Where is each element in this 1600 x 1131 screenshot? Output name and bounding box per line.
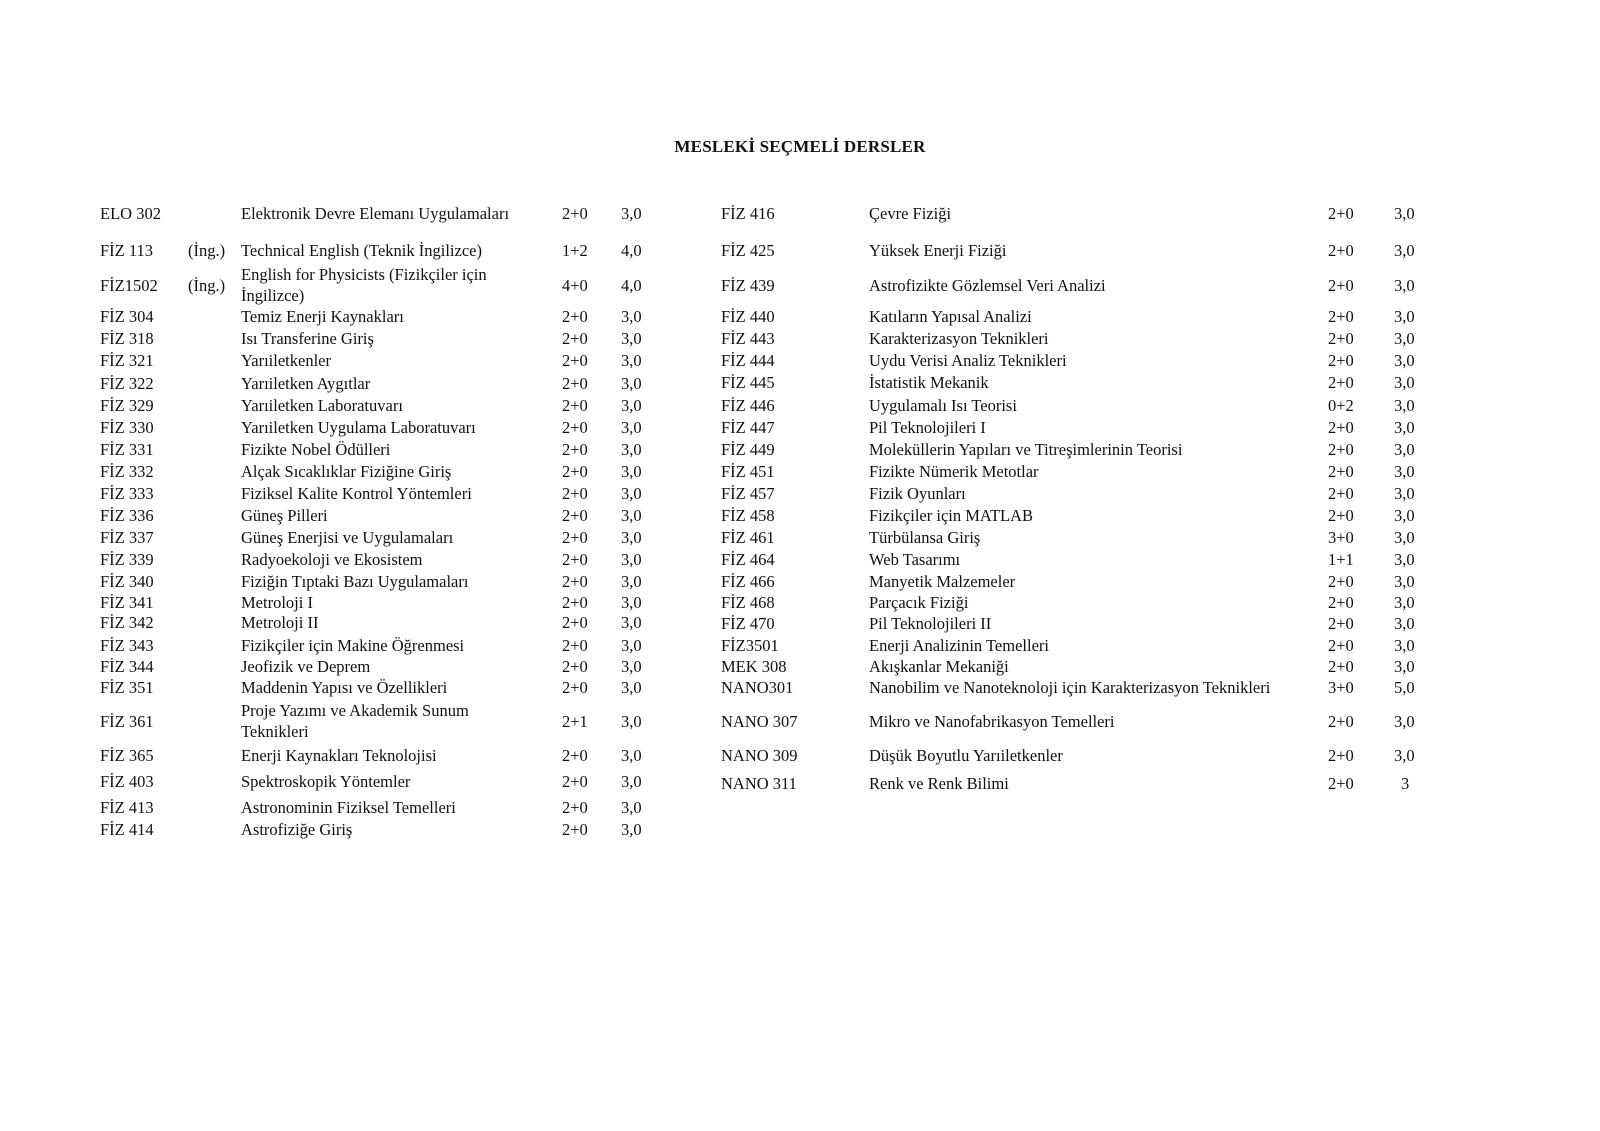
course-name: Düşük Boyutlu Yarıiletkenler	[869, 746, 1063, 765]
course-credit: 3,0	[1394, 351, 1415, 370]
course-credit: 3,0	[621, 204, 642, 223]
course-credit: 3,0	[621, 550, 642, 569]
course-hours: 2+0	[562, 572, 588, 591]
course-code: FİZ 113	[100, 241, 154, 260]
course-row	[0, 635, 1600, 657]
course-name: Akışkanlar Mekaniği	[869, 657, 1009, 676]
course-credit: 3,0	[621, 820, 642, 839]
course-credit: 3,0	[621, 329, 642, 348]
course-credit: 3,0	[621, 351, 642, 370]
course-row	[0, 711, 1600, 733]
course-name: Parçacık Fiziği	[869, 593, 969, 612]
course-name: Fizikçiler için MATLAB	[869, 506, 1034, 525]
course-code: NANO 309	[721, 746, 798, 765]
course-code: FİZ 403	[100, 772, 154, 791]
course-code: FİZ 332	[100, 462, 154, 481]
course-hours: 2+0	[1328, 636, 1354, 655]
course-code: FİZ 414	[100, 820, 154, 839]
course-name: Nanobilim ve Nanoteknoloji için Karakterizasyon Teknikleri	[869, 678, 1271, 697]
course-code: NANO 311	[721, 774, 797, 793]
course-credit: 3,0	[1394, 528, 1415, 547]
course-credit: 3,0	[1394, 614, 1415, 633]
course-credit: 3,0	[1394, 204, 1415, 223]
course-hours: 2+0	[1328, 276, 1354, 295]
course-hours: 2+0	[562, 484, 588, 503]
course-name: Fizikçiler için Makine Öğrenmesi	[241, 636, 465, 655]
course-row	[0, 417, 1600, 439]
course-name: Güneş Enerjisi ve Uygulamaları	[241, 528, 454, 547]
course-name: Radyoekoloji ve Ekosistem	[241, 550, 423, 569]
course-credit: 3,0	[621, 772, 642, 791]
course-code: FİZ 413	[100, 798, 154, 817]
course-row	[0, 677, 1600, 699]
course-code: FİZ 440	[721, 307, 775, 326]
course-credit: 3,0	[621, 613, 642, 632]
course-hours: 2+0	[1328, 774, 1354, 793]
course-credit: 3,0	[1394, 572, 1415, 591]
course-credit: 3,0	[1394, 746, 1415, 765]
course-hours: 2+0	[562, 528, 588, 547]
course-name: Astronominin Fiziksel Temelleri	[241, 798, 456, 817]
course-hours: 2+0	[562, 550, 588, 569]
course-hours: 2+0	[1328, 241, 1354, 260]
course-hours: 2+0	[562, 506, 588, 525]
course-hours: 0+2	[1328, 396, 1354, 415]
course-hours: 2+0	[1328, 351, 1354, 370]
course-name: Karakterizasyon Teknikleri	[869, 329, 1049, 348]
course-credit: 3,0	[621, 528, 642, 547]
course-code: FİZ 365	[100, 746, 154, 765]
course-name: Güneş Pilleri	[241, 506, 328, 525]
course-name: Fizikte Nobel Ödülleri	[241, 440, 391, 459]
course-code: FİZ 445	[721, 373, 775, 392]
course-hours: 2+0	[1328, 418, 1354, 437]
course-hours: 2+0	[562, 613, 588, 632]
course-name: Isı Transferine Giriş	[241, 329, 374, 348]
course-credit: 3,0	[1394, 241, 1415, 260]
course-credit: 3,0	[1394, 373, 1415, 392]
course-credit: 3,0	[621, 678, 642, 697]
course-credit: 3,0	[1394, 440, 1415, 459]
course-name: İstatistik Mekanik	[869, 373, 989, 392]
course-code: FİZ 461	[721, 528, 775, 547]
course-code: FİZ 468	[721, 593, 775, 612]
course-name: Yüksek Enerji Fiziği	[869, 241, 1007, 260]
course-code: FİZ 331	[100, 440, 154, 459]
course-hours: 2+0	[562, 307, 588, 326]
course-code: FİZ 447	[721, 418, 775, 437]
course-row	[0, 203, 1600, 225]
course-code: FİZ 451	[721, 462, 775, 481]
course-hours: 2+0	[1328, 440, 1354, 459]
course-credit: 3,0	[621, 746, 642, 765]
course-code: FİZ1502	[100, 276, 158, 295]
course-hours: 2+0	[1328, 614, 1354, 633]
course-name: Spektroskopik Yöntemler	[241, 772, 411, 791]
course-hours: 2+0	[1328, 329, 1354, 348]
course-hours: 2+0	[1328, 657, 1354, 676]
course-credit: 3,0	[621, 462, 642, 481]
course-credit: 3,0	[1394, 484, 1415, 503]
course-name: Pil Teknolojileri I	[869, 418, 986, 437]
course-hours: 2+0	[1328, 204, 1354, 223]
course-row	[0, 461, 1600, 483]
course-credit: 3,0	[1394, 550, 1415, 569]
course-name: Uydu Verisi Analiz Teknikleri	[869, 351, 1067, 370]
course-credit: 3,0	[1394, 307, 1415, 326]
course-code: FİZ 321	[100, 351, 154, 370]
course-name: Pil Teknolojileri II	[869, 614, 992, 633]
course-name: Mikro ve Nanofabrikasyon Temelleri	[869, 712, 1115, 731]
course-code: FİZ 337	[100, 528, 154, 547]
course-name: Fiziksel Kalite Kontrol Yöntemleri	[241, 484, 472, 503]
course-row	[0, 745, 1600, 767]
course-code: FİZ 343	[100, 636, 154, 655]
course-credit: 3,0	[621, 657, 642, 676]
course-name: Enerji Kaynakları Teknolojisi	[241, 746, 437, 765]
course-row	[0, 527, 1600, 549]
course-credit: 3,0	[621, 440, 642, 459]
course-row	[0, 819, 1600, 841]
course-code: FİZ 339	[100, 550, 154, 569]
course-name: Türbülansa Giriş	[869, 528, 981, 547]
course-hours: 2+0	[562, 772, 588, 791]
course-name: Çevre Fiziği	[869, 204, 952, 223]
course-credit: 3,0	[1394, 593, 1415, 612]
course-code: FİZ 322	[100, 374, 154, 393]
course-note: (İng.)	[188, 241, 226, 260]
course-credit: 3,0	[621, 396, 642, 415]
course-row	[0, 549, 1600, 571]
course-name: Jeofizik ve Deprem	[241, 657, 371, 676]
course-row	[0, 372, 1600, 394]
page-title: MESLEKİ SEÇMELİ DERSLER	[674, 137, 926, 156]
course-code: FİZ 457	[721, 484, 775, 503]
course-code: FİZ 425	[721, 241, 775, 260]
course-name: Astrofiziğe Giriş	[241, 820, 353, 839]
course-code: FİZ 351	[100, 678, 154, 697]
course-name: Renk ve Renk Bilimi	[869, 774, 1009, 793]
course-code: FİZ 336	[100, 506, 154, 525]
course-credit: 3,0	[1394, 329, 1415, 348]
course-code: FİZ 304	[100, 307, 154, 326]
course-code: NANO301	[721, 678, 794, 697]
course-credit: 3,0	[1394, 636, 1415, 655]
course-code: NANO 307	[721, 712, 798, 731]
course-name: Manyetik Malzemeler	[869, 572, 1016, 591]
course-code: FİZ 341	[100, 593, 154, 612]
course-row	[0, 439, 1600, 461]
course-hours: 2+0	[562, 418, 588, 437]
course-name: Fizik Oyunları	[869, 484, 966, 503]
course-name: Uygulamalı Isı Teorisi	[869, 396, 1017, 415]
course-hours: 3+0	[1328, 678, 1354, 697]
course-hours: 2+0	[1328, 373, 1354, 392]
course-name: Moleküllerin Yapıları ve Titreşimlerinin Teorisi	[869, 440, 1183, 459]
course-name: Temiz Enerji Kaynakları	[241, 307, 404, 326]
course-hours: 2+0	[1328, 593, 1354, 612]
course-credit: 5,0	[1394, 678, 1415, 697]
course-credit: 3,0	[621, 307, 642, 326]
course-credit: 3,0	[1394, 396, 1415, 415]
course-credit: 3,0	[621, 798, 642, 817]
course-name: Proje Yazımı ve Akademik Sunum Teknikleri	[241, 701, 469, 741]
course-credit: 3,0	[621, 418, 642, 437]
course-name: Alçak Sıcaklıklar Fiziğine Giriş	[241, 462, 452, 481]
course-credit: 3	[1401, 774, 1410, 793]
course-credit: 4,0	[621, 241, 642, 260]
course-row	[0, 275, 1600, 297]
course-name: Maddenin Yapısı ve Özellikleri	[241, 678, 448, 697]
course-hours: 2+1	[562, 712, 588, 731]
course-hours: 1+1	[1328, 550, 1354, 569]
course-code: FİZ 449	[721, 440, 775, 459]
course-name: Metroloji II	[241, 613, 319, 632]
course-hours: 2+0	[1328, 484, 1354, 503]
course-code: FİZ 443	[721, 329, 775, 348]
course-hours: 2+0	[562, 820, 588, 839]
course-code: ELO 302	[100, 204, 161, 223]
course-name: Web Tasarımı	[869, 550, 961, 569]
course-credit: 3,0	[1394, 418, 1415, 437]
course-credit: 3,0	[621, 374, 642, 393]
course-name: Fizikte Nümerik Metotlar	[869, 462, 1039, 481]
course-credit: 3,0	[1394, 276, 1415, 295]
course-row	[0, 350, 1600, 372]
course-note: (İng.)	[188, 276, 226, 295]
course-code: FİZ 333	[100, 484, 154, 503]
course-code: FİZ 464	[721, 550, 775, 569]
course-hours: 2+0	[1328, 462, 1354, 481]
course-name: English for Physicists (Fizikçiler için İngilizce)	[241, 265, 487, 305]
course-hours: 2+0	[562, 462, 588, 481]
course-credit: 3,0	[621, 712, 642, 731]
course-name: Enerji Analizinin Temelleri	[869, 636, 1049, 655]
course-credit: 3,0	[1394, 506, 1415, 525]
course-hours: 2+0	[562, 746, 588, 765]
course-hours: 2+0	[1328, 307, 1354, 326]
course-credit: 3,0	[1394, 462, 1415, 481]
course-code: FİZ 344	[100, 657, 154, 676]
course-code: FİZ 330	[100, 418, 154, 437]
course-hours: 2+0	[1328, 746, 1354, 765]
course-code: FİZ 340	[100, 572, 154, 591]
course-hours: 4+0	[562, 276, 588, 295]
course-code: FİZ 329	[100, 396, 154, 415]
course-code: FİZ3501	[721, 636, 779, 655]
course-name: Yarıiletken Laboratuvarı	[241, 396, 403, 415]
course-row	[0, 505, 1600, 527]
course-hours: 2+0	[562, 593, 588, 612]
course-credit: 3,0	[621, 506, 642, 525]
course-credit: 3,0	[621, 636, 642, 655]
course-name: Katıların Yapısal Analizi	[869, 307, 1032, 326]
course-code: FİZ 361	[100, 712, 154, 731]
course-name: Yarıiletkenler	[241, 351, 331, 370]
course-code: FİZ 416	[721, 204, 775, 223]
course-name: Technical English (Teknik İngilizce)	[241, 241, 482, 260]
course-row	[0, 306, 1600, 328]
course-code: FİZ 444	[721, 351, 775, 370]
course-credit: 3,0	[621, 593, 642, 612]
course-row	[0, 240, 1600, 262]
course-name: Elektronik Devre Elemanı Uygulamaları	[241, 204, 510, 223]
course-hours: 1+2	[562, 241, 588, 260]
course-code: FİZ 466	[721, 572, 775, 591]
course-code: FİZ 458	[721, 506, 775, 525]
course-credit: 3,0	[621, 572, 642, 591]
course-credit: 3,0	[621, 484, 642, 503]
course-row	[0, 797, 1600, 819]
course-hours: 2+0	[562, 657, 588, 676]
course-row	[0, 483, 1600, 505]
course-code: MEK 308	[721, 657, 787, 676]
course-row	[0, 773, 1600, 795]
course-code: FİZ 342	[100, 613, 154, 632]
course-name: Metroloji I	[241, 593, 313, 612]
course-hours: 2+0	[562, 351, 588, 370]
course-hours: 2+0	[1328, 712, 1354, 731]
course-hours: 2+0	[562, 374, 588, 393]
course-hours: 2+0	[562, 204, 588, 223]
course-row	[0, 656, 1600, 678]
course-hours: 3+0	[1328, 528, 1354, 547]
course-hours: 2+0	[562, 329, 588, 348]
course-name: Yarıiletken Aygıtlar	[241, 374, 371, 393]
course-name: Astrofizikte Gözlemsel Veri Analizi	[869, 276, 1106, 295]
course-hours: 2+0	[562, 440, 588, 459]
course-row	[0, 571, 1600, 593]
course-hours: 2+0	[562, 678, 588, 697]
course-row	[0, 613, 1600, 635]
course-credit: 3,0	[1394, 657, 1415, 676]
course-code: FİZ 446	[721, 396, 775, 415]
course-hours: 2+0	[562, 636, 588, 655]
course-hours: 2+0	[1328, 506, 1354, 525]
course-credit: 3,0	[1394, 712, 1415, 731]
course-hours: 2+0	[1328, 572, 1354, 591]
course-code: FİZ 318	[100, 329, 154, 348]
course-credit: 4,0	[621, 276, 642, 295]
course-code: FİZ 439	[721, 276, 775, 295]
course-row	[0, 592, 1600, 614]
course-code: FİZ 470	[721, 614, 775, 633]
course-name: Yarıiletken Uygulama Laboratuvarı	[241, 418, 476, 437]
course-row	[0, 328, 1600, 350]
course-name: Fiziğin Tıptaki Bazı Uygulamaları	[241, 572, 469, 591]
course-row	[0, 395, 1600, 417]
course-hours: 2+0	[562, 396, 588, 415]
course-hours: 2+0	[562, 798, 588, 817]
